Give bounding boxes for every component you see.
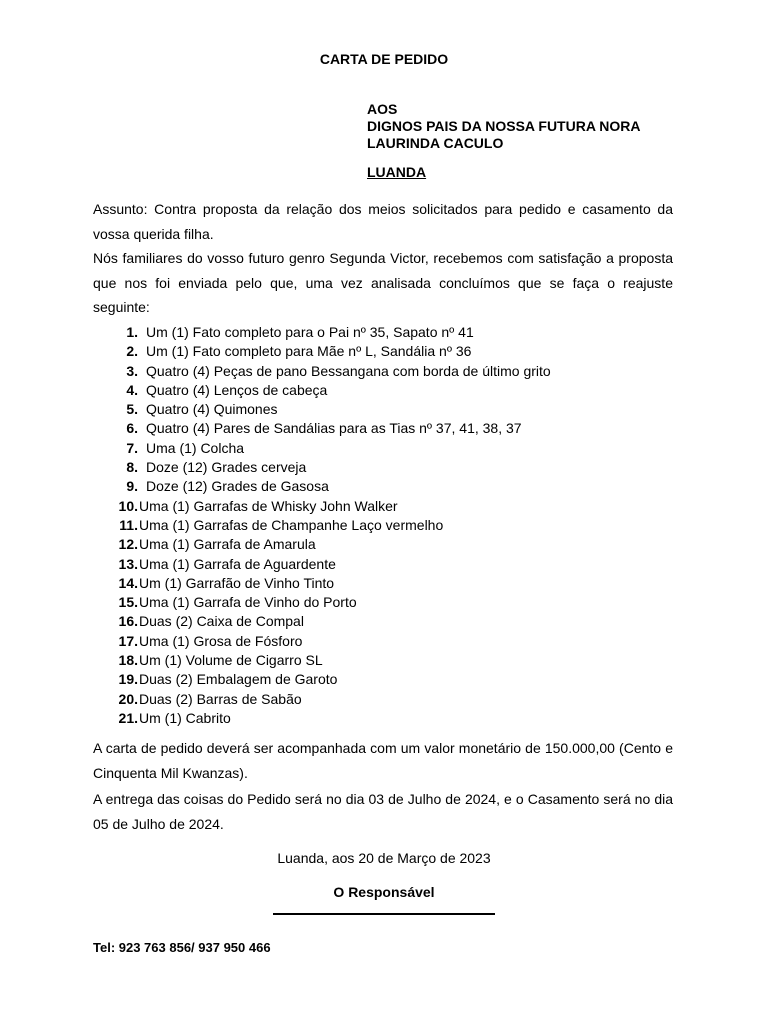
recipient-address [367, 101, 641, 152]
list-item-number: 9. [126, 478, 138, 495]
list-item-number: 20. [118, 690, 138, 707]
list-item-number: 19. [118, 671, 138, 688]
list-item [93, 477, 653, 496]
list-item-text: Doze (12) Grades cerveja [146, 459, 307, 476]
address-line-3: LAURINDA CACULO [367, 135, 504, 151]
intro-paragraph: Nós familiares do vosso futuro genro Segunda Victor, recebemos com satisfação a proposta que nos foi enviada pelo que, uma vez analisada concluímos que se faça o reajuste seguinte: [93, 250, 673, 315]
list-item-text: Doze (12) Grades de Gasosa [146, 478, 329, 495]
list-item-number: 2. [126, 343, 138, 360]
list-item [93, 612, 653, 631]
list-item [93, 381, 653, 400]
document-title: CARTA DE PEDIDO [319, 51, 449, 67]
list-item-text: Uma (1) Garrafa de Amarula [139, 536, 316, 553]
list-item-number: 17. [118, 632, 138, 649]
list-item-number: 10. [118, 497, 138, 514]
list-item-number: 8. [126, 459, 138, 476]
list-item [93, 709, 653, 728]
list-item [93, 458, 653, 477]
list-item-text: Duas (2) Embalagem de Garoto [139, 671, 338, 688]
date-line: Luanda, aos 20 de Março de 2023 [277, 850, 491, 866]
list-item-text: Uma (1) Garrafa de Aguardente [139, 555, 336, 572]
list-item-number: 18. [118, 652, 138, 669]
list-item [93, 651, 653, 670]
list-item-text: Um (1) Volume de Cigarro SL [139, 652, 323, 669]
list-item-text: Um (1) Cabrito [139, 709, 231, 726]
recipient-city: LUANDA [367, 164, 427, 180]
delivery-paragraph: A entrega das coisas do Pedido será no dia 03 de Julho de 2024, e o Casamento será no dia 05 de Julho de 2024. [93, 791, 673, 832]
list-item [93, 574, 653, 593]
list-item-number: 7. [126, 439, 138, 456]
address-line-1: AOS [367, 101, 398, 117]
list-item [93, 400, 653, 419]
list-item-number: 1. [126, 324, 138, 340]
signature-line [273, 913, 495, 915]
list-item-text: Um (1) Garrafão de Vinho Tinto [139, 574, 335, 591]
list-item-text: Uma (1) Garrafas de Champanhe Laço vermelho [139, 516, 444, 533]
list-item-number: 5. [126, 401, 138, 418]
list-item [93, 670, 653, 689]
list-item-text: Duas (2) Caixa de Compal [139, 613, 304, 630]
responsible-label: O Responsável [333, 884, 435, 900]
list-item-text: Quatro (4) Quimones [146, 401, 278, 418]
request-item-list [93, 323, 653, 728]
list-item-number: 13. [118, 555, 138, 572]
list-item-number: 21. [118, 709, 138, 726]
list-item-number: 12. [118, 536, 138, 553]
list-item-text: Um (1) Fato completo para Mãe nº L, Sandália nº 36 [146, 343, 472, 360]
list-item [93, 593, 653, 612]
phone-number: Tel: 923 763 856/ 937 950 466 [93, 940, 271, 955]
list-item [93, 342, 653, 361]
list-item-number: 6. [126, 420, 138, 437]
list-item-text: Duas (2) Barras de Sabão [139, 690, 302, 707]
list-item [93, 323, 653, 342]
list-item [93, 632, 653, 651]
list-item-text: Quatro (4) Peças de pano Bessangana com borda de último grito [146, 362, 551, 379]
list-item [93, 362, 653, 381]
list-item-text: Quatro (4) Pares de Sandálias para as Tias nº 37, 41, 38, 37 [146, 420, 522, 437]
list-item-number: 3. [126, 362, 138, 379]
subject-paragraph: Assunto: Contra proposta da relação dos meios solicitados para pedido e casamento da vossa querida filha. [93, 201, 673, 242]
list-item [93, 497, 653, 516]
list-item-number: 11. [119, 516, 138, 533]
list-item-text: Um (1) Fato completo para o Pai nº 35, Sapato nº 41 [146, 324, 474, 340]
list-item-number: 16. [118, 613, 138, 630]
list-item-number: 15. [118, 594, 138, 611]
list-item [93, 419, 653, 438]
list-item [93, 535, 653, 554]
list-item-number: 4. [126, 381, 138, 398]
list-item-text: Uma (1) Colcha [146, 439, 245, 456]
list-item [93, 439, 653, 458]
list-item-text: Uma (1) Garrafa de Vinho do Porto [139, 594, 357, 611]
list-item [93, 516, 653, 535]
list-item-text: Uma (1) Garrafas de Whisky John Walker [139, 497, 398, 514]
list-item [93, 555, 653, 574]
address-line-2: DIGNOS PAIS DA NOSSA FUTURA NORA [367, 118, 641, 134]
list-item-text: Uma (1) Grosa de Fósforo [139, 632, 303, 649]
money-paragraph: A carta de pedido deverá ser acompanhada com um valor monetário de 150.000,00 (Cento e Cinquenta Mil Kwanzas). [93, 740, 673, 781]
list-item [93, 690, 653, 709]
list-item-text: Quatro (4) Lenços de cabeça [146, 381, 328, 398]
list-item-number: 14. [118, 574, 138, 591]
